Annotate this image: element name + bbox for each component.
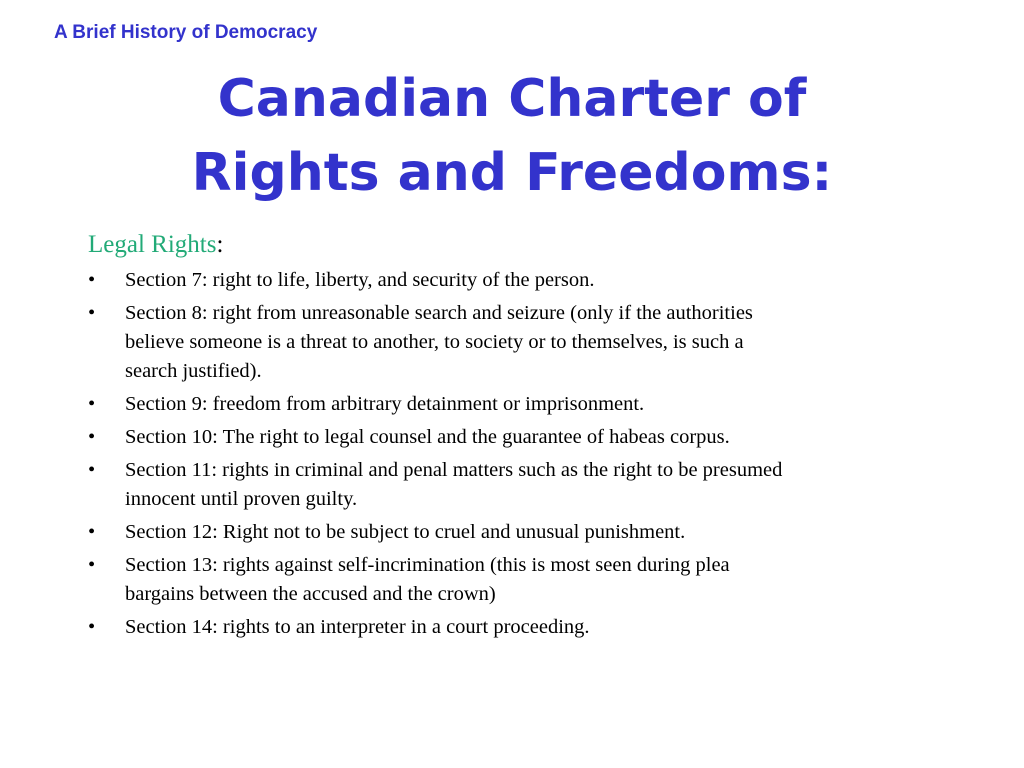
section-heading-label: Legal Rights	[88, 231, 217, 258]
bullet-icon: •	[88, 302, 96, 324]
bullet-icon: •	[88, 459, 96, 481]
list-item-text: Section 7: right to life, liberty, and security of the person.	[125, 269, 595, 291]
list-item-text: Section 13: rights against self-incrimination (this is most seen during plea bargains between the accused and the crown)	[125, 554, 730, 605]
list-item-text: Section 8: right from unreasonable search and seizure (only if the authorities believe someone is a threat to another, to society or to themselves, is such a search justified).	[125, 302, 753, 382]
slide-title-line-2: Rights and Freedoms:	[191, 143, 833, 203]
slide-title-line-1: Canadian Charter of	[217, 69, 807, 129]
bullet-icon: •	[88, 426, 96, 448]
list-item	[88, 299, 785, 386]
section-heading-colon: :	[216, 231, 224, 258]
bullet-icon: •	[88, 616, 96, 638]
list-item	[88, 456, 785, 514]
section-heading	[88, 228, 788, 262]
bullet-icon: •	[88, 269, 96, 291]
list-item	[88, 423, 785, 452]
rights-list	[88, 266, 788, 642]
list-item	[88, 518, 785, 547]
bullet-icon: •	[88, 521, 96, 543]
list-item-text: Section 11: rights in criminal and penal matters such as the right to be presumed innocent until proven guilty.	[125, 459, 783, 510]
list-item-text: Section 9: freedom from arbitrary detainment or imprisonment.	[125, 393, 645, 415]
list-item	[88, 613, 785, 642]
list-item	[88, 266, 785, 295]
list-item	[88, 551, 785, 609]
bullet-icon: •	[88, 393, 96, 415]
list-item	[88, 390, 785, 419]
list-item-text: Section 14: rights to an interpreter in a court proceeding.	[125, 616, 590, 638]
slide-content	[88, 228, 788, 646]
series-title: A Brief History of Democracy	[54, 22, 318, 43]
list-item-text: Section 12: Right not to be subject to cruel and unusual punishment.	[125, 521, 686, 543]
slide-title	[0, 62, 1024, 210]
bullet-icon: •	[88, 554, 96, 576]
list-item-text: Section 10: The right to legal counsel and the guarantee of habeas corpus.	[125, 426, 730, 448]
